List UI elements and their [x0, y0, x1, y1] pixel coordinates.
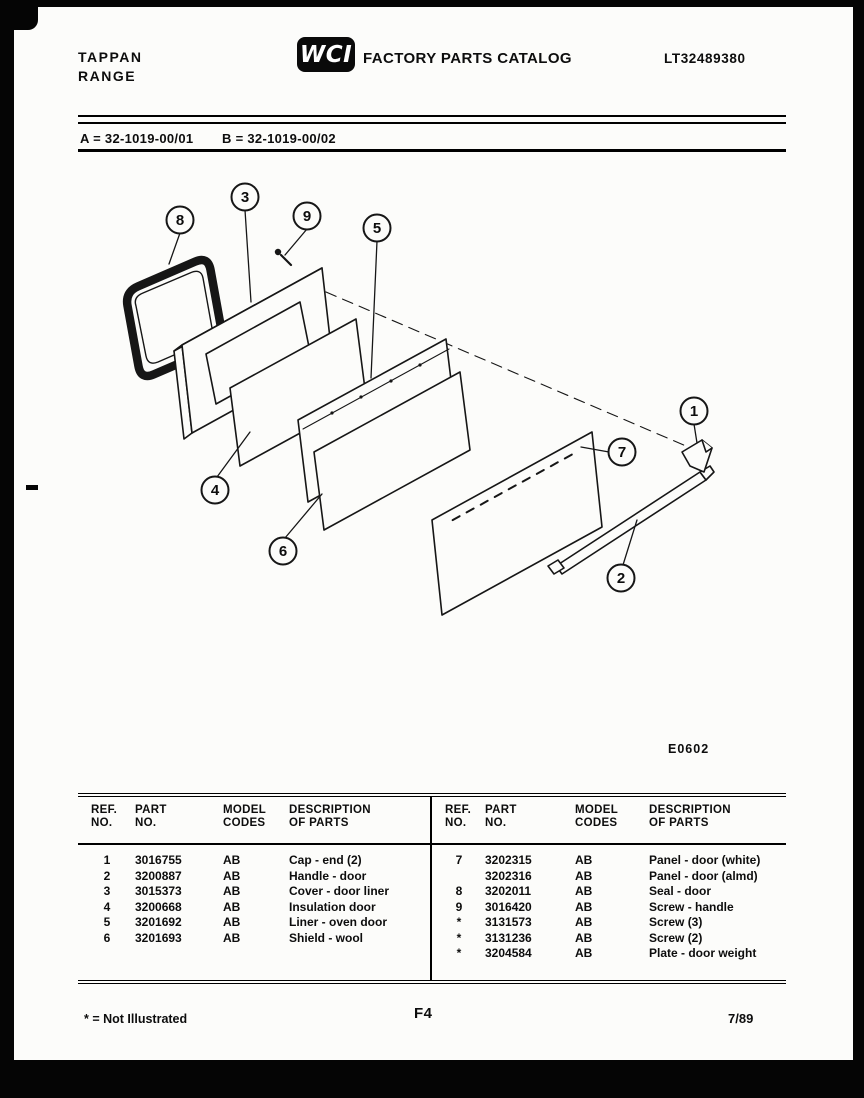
cell-part: 3202011 [485, 884, 532, 898]
page-number: F4 [414, 1005, 433, 1022]
cell-desc: Seal - door [649, 884, 712, 898]
cell-part: 3131573 [485, 915, 532, 929]
cell-ref: 4 [103, 899, 111, 914]
col-header-model-l2: CODES [575, 816, 618, 829]
scan-artifact [0, 410, 13, 432]
col-header-model [575, 804, 649, 843]
col-header-ref-l2: NO. [445, 816, 467, 829]
cell-part: 3016755 [135, 853, 182, 867]
cell-model: AB [575, 930, 593, 945]
cell-ref: 6 [103, 930, 111, 945]
cell-desc: Panel - door (white) [649, 853, 761, 867]
table-row [432, 853, 786, 869]
callout-7-label: 7 [617, 444, 627, 461]
cell-part: 3202316 [485, 868, 532, 883]
exploded-diagram [0, 170, 864, 710]
table-row [432, 915, 786, 931]
table-body-right [432, 843, 786, 962]
parts-table-left [78, 797, 430, 980]
callout-3-label: 3 [240, 189, 250, 206]
table-header-row [78, 797, 430, 843]
table-body-left [78, 843, 430, 946]
cell-desc: Plate - door weight [649, 946, 757, 960]
callout-8-label: 8 [175, 212, 185, 229]
cell-model: AB [223, 884, 241, 898]
cell-model: AB [575, 946, 593, 960]
door-panel-part [432, 432, 602, 615]
cell-ref: * [456, 915, 462, 929]
callout-2-label: 2 [616, 570, 626, 587]
document-number: LT32489380 [664, 51, 746, 66]
cell-ref: 2 [103, 868, 111, 883]
scan-border-top [0, 0, 864, 7]
cell-ref: 8 [455, 884, 463, 898]
callout-6-label: 6 [278, 543, 288, 560]
cell-part: 3131236 [485, 930, 532, 945]
cell-part: 3016420 [485, 899, 532, 914]
parts-table-right [430, 797, 786, 980]
table-row [432, 900, 786, 916]
cell-ref: 7 [455, 853, 463, 867]
table-row [432, 869, 786, 885]
diagram-code: E0602 [668, 742, 710, 756]
model-code-a: A = 32-1019-00/01 [80, 131, 194, 146]
callout-4 [202, 477, 229, 504]
cell-ref: 3 [103, 884, 111, 898]
cell-model: AB [223, 899, 241, 914]
cell-model: AB [223, 915, 241, 929]
callout-9-label: 9 [302, 208, 312, 225]
wci-logo-text: WCI [299, 41, 353, 68]
callout-3 [232, 184, 259, 211]
col-header-model-l2: CODES [223, 816, 266, 829]
col-header-model-l1: MODEL [575, 804, 619, 816]
col-header-part [135, 804, 223, 843]
callout-7 [609, 439, 636, 466]
cell-ref: 1 [103, 853, 111, 867]
brand-line-2: RANGE [78, 68, 137, 84]
cell-ref: 9 [455, 899, 463, 914]
cell-part: 3200668 [135, 899, 182, 914]
cell-part: 3015373 [135, 884, 182, 898]
table-row [78, 900, 430, 916]
table-row [432, 884, 786, 900]
col-header-desc-l1: DESCRIPTION [289, 804, 371, 816]
cell-model: AB [575, 853, 593, 867]
not-illustrated-note: * = Not Illustrated [84, 1012, 188, 1026]
callout-4-label: 4 [210, 482, 220, 499]
header-double-rule [78, 115, 786, 124]
cell-ref [445, 869, 485, 885]
cell-model: AB [223, 868, 241, 883]
callout-5-label: 5 [372, 220, 382, 237]
callout-2 [608, 565, 635, 592]
table-row [78, 884, 430, 900]
callout-1-label: 1 [689, 403, 699, 420]
scan-artifact [26, 485, 38, 490]
parts-table [78, 793, 786, 984]
cell-model: AB [223, 930, 241, 945]
cell-ref: * [456, 946, 462, 960]
cell-ref: * [456, 930, 462, 945]
cell-model: AB [575, 868, 593, 883]
col-header-desc-l2: OF PARTS [649, 816, 709, 829]
col-header-ref [91, 804, 135, 843]
cell-desc: Shield - wool [289, 930, 363, 945]
cell-part: 3202315 [485, 853, 532, 867]
callout-1 [681, 398, 708, 425]
cell-model: AB [223, 853, 241, 867]
scan-corner-blob [0, 0, 38, 30]
scan-border-bottom [0, 1060, 864, 1098]
col-header-ref-l1: REF. [91, 804, 118, 816]
col-header-ref-l2: NO. [91, 816, 113, 829]
table-row [78, 915, 430, 931]
brand-block [78, 48, 142, 86]
header-single-rule [78, 149, 786, 152]
table-header-row [432, 797, 786, 843]
table-row [78, 931, 430, 947]
cell-desc: Cap - end (2) [289, 853, 362, 867]
table-row [432, 931, 786, 947]
col-header-desc [649, 804, 786, 843]
callout-6 [270, 538, 297, 565]
footer-date: 7/89 [728, 1011, 754, 1026]
cell-desc: Screw (3) [649, 915, 703, 929]
cell-model: AB [575, 915, 593, 929]
col-header-part-l2: NO. [485, 816, 507, 829]
col-header-part [485, 804, 575, 843]
table-row [78, 869, 430, 885]
col-header-ref-l1: REF. [445, 804, 472, 816]
scan-border-right [853, 0, 864, 1098]
col-header-part-l2: NO. [135, 816, 157, 829]
cell-ref: 5 [103, 915, 111, 929]
model-code-b: B = 32-1019-00/02 [222, 131, 336, 146]
col-header-desc-l2: OF PARTS [289, 816, 349, 829]
callout-9 [294, 203, 321, 230]
cell-part: 3204584 [485, 946, 532, 960]
catalog-title: FACTORY PARTS CATALOG [363, 50, 572, 67]
table-row [432, 946, 786, 962]
brand-line-1: TAPPAN [78, 49, 143, 65]
cell-part: 3200887 [135, 868, 182, 883]
cell-part: 3201693 [135, 930, 182, 945]
cell-model: AB [575, 899, 593, 914]
col-header-desc-l1: DESCRIPTION [649, 804, 731, 816]
cell-model: AB [575, 884, 593, 898]
col-header-part-l1: PART [135, 804, 167, 816]
cell-desc: Screw (2) [649, 930, 703, 945]
cell-desc: Cover - door liner [289, 884, 390, 898]
col-header-part-l1: PART [485, 804, 517, 816]
col-header-model-l1: MODEL [223, 804, 267, 816]
scan-border-left [0, 0, 14, 1098]
callout-5 [364, 215, 391, 242]
cell-desc: Panel - door (almd) [649, 868, 758, 883]
cell-desc: Handle - door [289, 868, 367, 883]
cell-part: 3201692 [135, 915, 182, 929]
col-header-desc [289, 804, 430, 843]
col-header-ref [445, 804, 485, 843]
cell-desc: Liner - oven door [289, 915, 388, 929]
callout-8 [167, 207, 194, 234]
col-header-model [223, 804, 289, 843]
cell-desc: Insulation door [289, 899, 376, 914]
table-row [78, 853, 430, 869]
wci-logo [297, 37, 355, 72]
cell-desc: Screw - handle [649, 899, 734, 914]
